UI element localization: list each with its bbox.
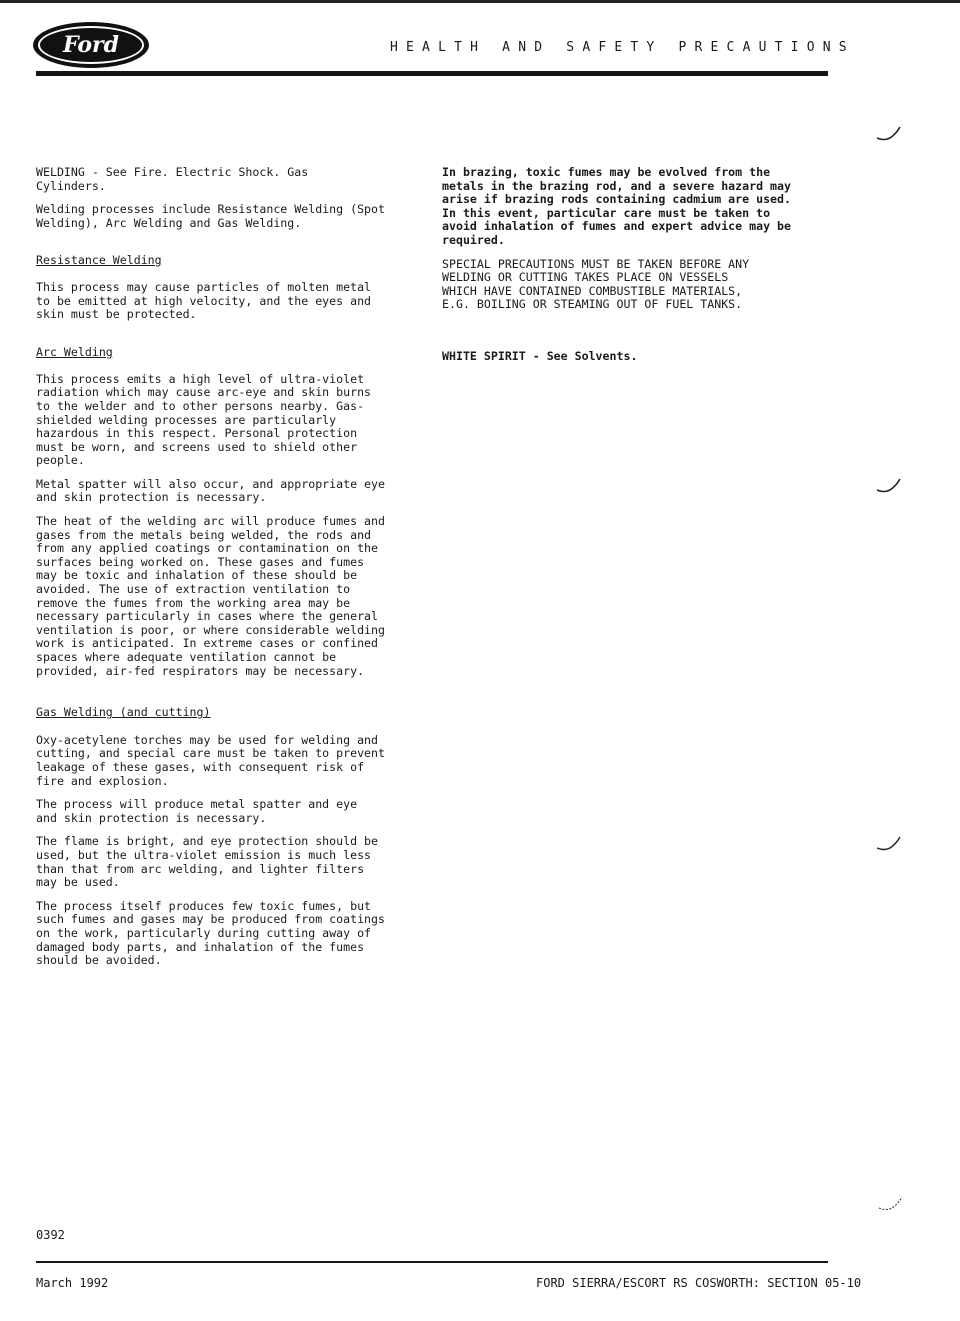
gas-welding-paragraph-1: Oxy-acetylene torches may be used for welding and cutting, and special care must be taken to prevent leakage of these gases, with consequent risk of fire and explosion. <box>36 732 386 788</box>
gas-welding-paragraph-4: The process itself produces few toxic fumes, but such fumes and gases may be produced from coatings on the work, particularly during cutting away of damaged body parts, and inhalation of the fumes should be avoided. <box>36 898 386 968</box>
header-rule <box>36 71 828 76</box>
arc-welding-section <box>36 332 436 468</box>
white-spirit-entry: WHITE SPIRIT - See Solvents. <box>442 348 638 363</box>
footer-rule <box>36 1261 828 1263</box>
ford-logo-text: Ford <box>62 32 120 58</box>
gas-welding-paragraph-2: The process will produce metal spatter and eye and skin protection is necessary. <box>36 797 358 825</box>
page-header-title: HEALTH AND SAFETY PRECAUTIONS <box>390 40 855 55</box>
right-column <box>442 166 842 374</box>
margin-check-mark <box>878 1196 904 1212</box>
resistance-welding-heading: Resistance Welding <box>36 252 162 267</box>
margin-check-mark <box>876 478 902 494</box>
welding-processes: Welding processes include Resistance Welding (Spot Welding), Arc Welding and Gas Welding. <box>36 202 386 230</box>
top-edge-line <box>0 0 960 3</box>
publication-date: March 1992 <box>36 1276 109 1290</box>
welding-intro: WELDING - See Fire. Electric Shock. Gas Cylinders. <box>36 165 309 193</box>
section-reference: FORD SIERRA/ESCORT RS COSWORTH: SECTION 05-10 <box>536 1276 862 1290</box>
page-reference-number: 0392 <box>36 1228 65 1242</box>
gas-welding-paragraph-3: The flame is bright, and eye protection should be used, but the ultra-violet emission is much less than that from arc welding, and lighter filters may be used. <box>36 834 379 890</box>
brazing-paragraph: In brazing, toxic fumes may be evolved from the metals in the brazing rod, and a severe hazard may arise if brazing rods containing cadmium are used. In this event, particular care must be taken to avoid inhalation of fumes and expert advice may be required. <box>442 165 792 247</box>
welding-fumes-paragraph: The heat of the welding arc will produce fumes and gases from the metals being welded, the rods and from any applied coatings or contamination on the surfaces being worked on. These gases and fumes may be toxic and inhalation of these should be avoided. The use of extraction ventilation to remove the fumes from the working area may be necessary particularly in cases where the general ventilation is poor, or where considerable welding work is anticipated. In extreme cases or confined spaces where adequate ventilation cannot be provided, air-fed respirators may be necessary. <box>36 514 386 678</box>
left-column <box>36 166 436 978</box>
arc-welding-body: This process emits a high level of ultra-violet radiation which may cause arc-eye and skin burns to the welder and to other persons nearby. Gas- shielded welding processes are particularly hazardous in this respect. Personal protection must be worn, and screens used to shield other people. <box>36 371 372 468</box>
arc-welding-heading: Arc Welding <box>36 344 113 359</box>
ford-logo <box>33 22 149 68</box>
resistance-welding-body: This process may cause particles of molten metal to be emitted at high velocity, and the eyes and skin must be protected. <box>36 280 372 322</box>
gas-welding-heading: Gas Welding (and cutting) <box>36 705 211 720</box>
special-precautions-paragraph: SPECIAL PRECAUTIONS MUST BE TAKEN BEFORE ANY WELDING OR CUTTING TAKES PLACE ON VESSELS WHICH HAVE CONTAINED COMBUSTIBLE MATERIALS, E.G. BOILING OR STEAMING OUT OF FUEL TANKS. <box>442 256 750 312</box>
margin-check-mark <box>876 836 902 852</box>
margin-check-mark <box>876 126 902 142</box>
metal-spatter-paragraph: Metal spatter will also occur, and appropriate eye and skin protection is necessary. <box>36 476 386 505</box>
resistance-welding-section <box>36 240 436 322</box>
ford-logo-ring <box>38 26 144 64</box>
